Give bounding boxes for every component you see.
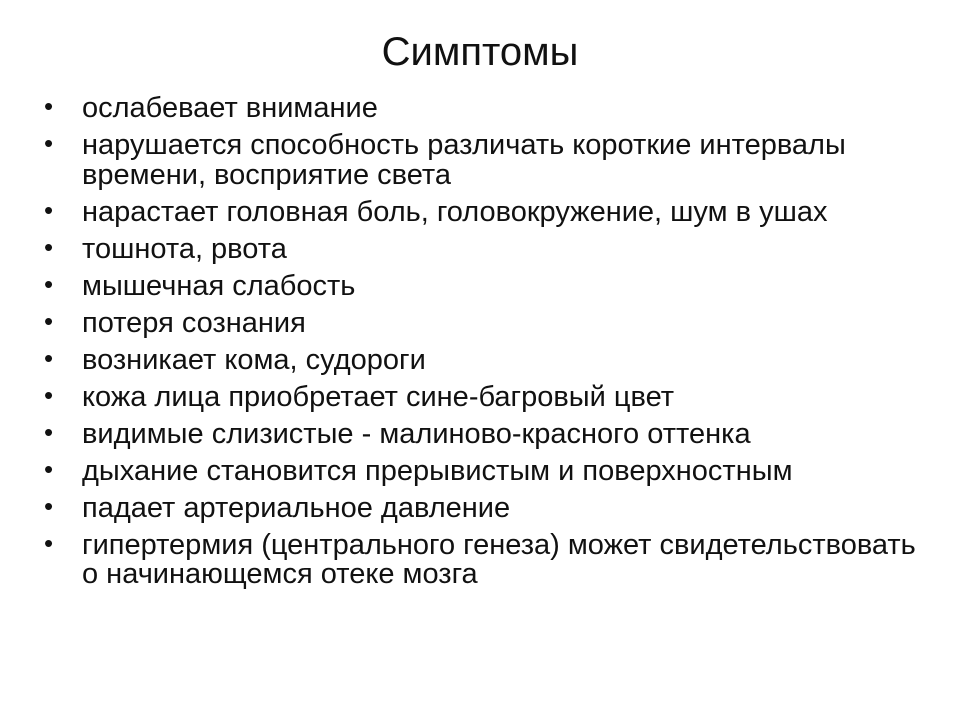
bullet-icon: •: [44, 231, 54, 262]
bullet-icon: •: [44, 128, 54, 158]
list-item-text: ослабевает внимание: [82, 92, 378, 124]
bullet-icon: •: [44, 305, 54, 336]
slide-title: Симптомы: [381, 30, 579, 74]
list-item-text: падает артериальное давление: [82, 491, 511, 524]
list-item: [40, 416, 920, 450]
list-item-text: возникает кома, судороги: [82, 343, 426, 376]
list-item: [40, 379, 920, 413]
list-item: [40, 342, 920, 376]
list-item: [40, 268, 920, 302]
list-item-text: тошнота, рвота: [82, 232, 287, 265]
list-item: [40, 453, 920, 487]
list-item: [40, 527, 920, 590]
bullet-icon: •: [44, 91, 54, 121]
list-item: [40, 194, 920, 228]
list-item: [40, 490, 920, 524]
list-item-text: потеря сознания: [82, 306, 306, 339]
list-item: [40, 305, 920, 339]
bullet-icon: •: [44, 416, 54, 447]
bullet-icon: •: [44, 268, 54, 299]
symptom-list: [40, 91, 920, 597]
bullet-icon: •: [44, 379, 54, 410]
bullet-icon: •: [44, 453, 54, 484]
list-item-text: видимые слизистые - малиново-красного оттенка: [82, 417, 751, 450]
list-item-text: нарушается способность различать короткие интервалы времени, восприятие света: [82, 129, 846, 191]
list-item: [40, 231, 920, 265]
bullet-icon: •: [44, 342, 54, 373]
bullet-icon: •: [44, 527, 54, 558]
list-item-text: нарастает головная боль, головокружение, шум в ушах: [82, 195, 828, 228]
list-item-text: кожа лица приобретает сине-багровый цвет: [82, 380, 675, 413]
bullet-icon: •: [44, 490, 54, 521]
list-item: [40, 128, 920, 191]
list-item-text: дыхание становится прерывистым и поверхностным: [82, 454, 793, 487]
list-item-text: гипертермия (центрального генеза) может свидетельствовать о начинающемся отеке мозга: [82, 528, 916, 590]
list-item: [40, 91, 920, 124]
list-item-text: мышечная слабость: [82, 269, 356, 302]
bullet-icon: •: [44, 194, 54, 225]
